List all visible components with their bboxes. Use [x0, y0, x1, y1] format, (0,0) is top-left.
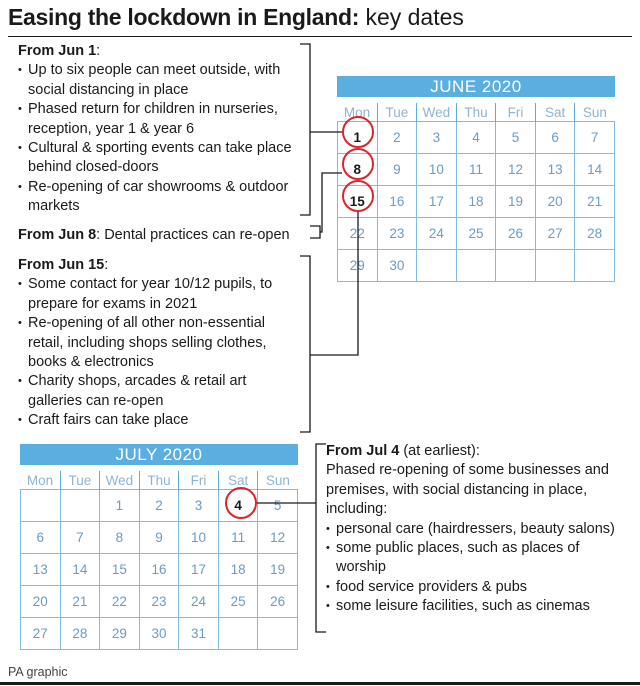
- list-item: • some leisure facilities, such as cinemas: [326, 597, 626, 616]
- list-item: • Charity shops, arcades & retail art galleries can re-open: [18, 372, 303, 411]
- weekday-label: Thu: [139, 471, 179, 490]
- day-cell: 9: [139, 522, 179, 554]
- day-cell: 1: [100, 490, 140, 522]
- weekday-label: Fri: [179, 471, 219, 490]
- day-cell: 20: [535, 186, 575, 218]
- day-cell: 2: [139, 490, 179, 522]
- jul4-bracket: [316, 444, 326, 632]
- jun8-heading: From Jun 8: [18, 227, 97, 243]
- weekday-label: Fri: [496, 103, 536, 122]
- day-cell: 5: [496, 122, 536, 154]
- day-cell: 21: [60, 586, 100, 618]
- day-cell: 15: [338, 186, 378, 218]
- day-cell: 29: [338, 250, 378, 282]
- weekday-label: Tue: [377, 103, 417, 122]
- day-cell: 22: [100, 586, 140, 618]
- weekday-label: Sun: [575, 103, 615, 122]
- jun1-bracket: [300, 44, 310, 215]
- day-cell: 27: [21, 618, 61, 650]
- day-cell: 26: [496, 218, 536, 250]
- day-cell: 25: [218, 586, 258, 618]
- jun8-bracket: [310, 226, 320, 238]
- bottom-rule: [0, 682, 640, 685]
- jun15-heading: From Jun 15: [18, 257, 105, 273]
- list-item: • Up to six people can meet outside, with social distancing in place: [18, 61, 303, 100]
- weekday-label: Sun: [258, 471, 298, 490]
- june-month-banner: JUNE 2020: [337, 76, 615, 97]
- july-month-banner: JULY 2020: [20, 444, 298, 465]
- day-cell: 13: [21, 554, 61, 586]
- jul4-block: From Jul 4 (at earliest): Phased re-opening of some businesses and premises, with social distancing in place, including: • personal care (hairdressers, beauty salons) • some public places, such as places of worship • food service providers & pubs • some leisure facilities, such as cinemas: [326, 442, 626, 617]
- jun8-connector: [320, 173, 342, 232]
- day-cell: 2: [377, 122, 417, 154]
- list-item: • Phased return for children in nurseries, reception, year 1 & year 6: [18, 100, 303, 139]
- weekday-label: Mon: [26, 472, 54, 488]
- list-item: • Re-opening of car showrooms & outdoor markets: [18, 178, 303, 217]
- day-cell: 9: [377, 154, 417, 186]
- day-cell: 19: [258, 554, 298, 586]
- footer-credit: PA graphic: [8, 665, 68, 679]
- day-cell: 12: [496, 154, 536, 186]
- day-cell: 4: [218, 490, 258, 522]
- list-item: • personal care (hairdressers, beauty salons): [326, 520, 626, 539]
- list-item: • Some contact for year 10/12 pupils, to prepare for exams in 2021: [18, 275, 303, 314]
- day-cell: 1: [338, 122, 378, 154]
- day-cell: 17: [179, 554, 219, 586]
- list-item: • Cultural & sporting events can take place behind closed-doors: [18, 139, 303, 178]
- day-cell: 8: [100, 522, 140, 554]
- day-cell: 24: [417, 218, 457, 250]
- list-item: • some public places, such as places of worship: [326, 539, 626, 578]
- day-cell: 8: [338, 154, 378, 186]
- day-cell: 14: [60, 554, 100, 586]
- day-cell: 22: [338, 218, 378, 250]
- day-cell: 6: [535, 122, 575, 154]
- day-cell: 7: [60, 522, 100, 554]
- weekday-label: Mon: [343, 104, 371, 120]
- day-cell: 28: [575, 218, 615, 250]
- day-cell: 30: [139, 618, 179, 650]
- day-cell: 28: [60, 618, 100, 650]
- jul4-heading: From Jul 4: [326, 443, 400, 459]
- day-cell: 3: [417, 122, 457, 154]
- day-cell: 10: [417, 154, 457, 186]
- day-cell: 11: [456, 154, 496, 186]
- day-cell: 7: [575, 122, 615, 154]
- day-cell: 5: [258, 490, 298, 522]
- jul4-intro: Phased re-opening of some businesses and premises, with social distancing in place, including:: [326, 462, 609, 518]
- day-cell: 19: [496, 186, 536, 218]
- list-item: • Re-opening of all other non-essential retail, including shops selling clothes, books & electronics: [18, 314, 303, 372]
- day-cell: 30: [377, 250, 417, 282]
- title-light: key dates: [359, 4, 464, 30]
- day-cell: 18: [218, 554, 258, 586]
- day-cell: 26: [258, 586, 298, 618]
- day-cell: 18: [456, 186, 496, 218]
- day-cell: 21: [575, 186, 615, 218]
- weekday-label: Sat: [535, 103, 575, 122]
- day-cell: 31: [179, 618, 219, 650]
- jun15-block: From Jun 15: • Some contact for year 10/12 pupils, to prepare for exams in 2021 • Re-opening of all other non-essential retail, including shops selling clothes, books & electronics • Charity shops, arcades & retail art galleries can re-open • Craft fairs can take place: [18, 256, 303, 431]
- weekday-label: Thu: [456, 103, 496, 122]
- jun15-bracket: [300, 256, 310, 432]
- jun1-block: From Jun 1: • Up to six people can meet outside, with social distancing in place • Phased return for children in nurseries, reception, year 1 & year 6 • Cultural & sporting events can take place behind closed-doors • Re-opening of car showrooms & outdoor markets: [18, 42, 303, 217]
- day-cell: 13: [535, 154, 575, 186]
- day-cell: 16: [377, 186, 417, 218]
- day-cell: 16: [139, 554, 179, 586]
- weekday-label: Wed: [100, 471, 140, 490]
- jun15-connector: [310, 212, 358, 355]
- jun1-heading: From Jun 1: [18, 43, 97, 59]
- weekday-label: Sat: [218, 471, 258, 490]
- day-cell: 12: [258, 522, 298, 554]
- list-item: • Craft fairs can take place: [18, 411, 303, 430]
- day-cell: 20: [21, 586, 61, 618]
- day-cell: 15: [100, 554, 140, 586]
- weekday-label: Wed: [417, 103, 457, 122]
- day-cell: 25: [456, 218, 496, 250]
- day-cell: 3: [179, 490, 219, 522]
- day-cell: 23: [377, 218, 417, 250]
- day-cell: 6: [21, 522, 61, 554]
- jun8-text: : Dental practices can re-open: [96, 227, 290, 243]
- day-cell: 24: [179, 586, 219, 618]
- day-cell: 4: [456, 122, 496, 154]
- day-cell: 10: [179, 522, 219, 554]
- title-bold: Easing the lockdown in England:: [8, 4, 360, 30]
- list-item: • food service providers & pubs: [326, 578, 626, 597]
- day-cell: 11: [218, 522, 258, 554]
- day-cell: 23: [139, 586, 179, 618]
- day-cell: 17: [417, 186, 457, 218]
- day-cell: 14: [575, 154, 615, 186]
- day-cell: 29: [100, 618, 140, 650]
- day-cell: 27: [535, 218, 575, 250]
- weekday-label: Tue: [60, 471, 100, 490]
